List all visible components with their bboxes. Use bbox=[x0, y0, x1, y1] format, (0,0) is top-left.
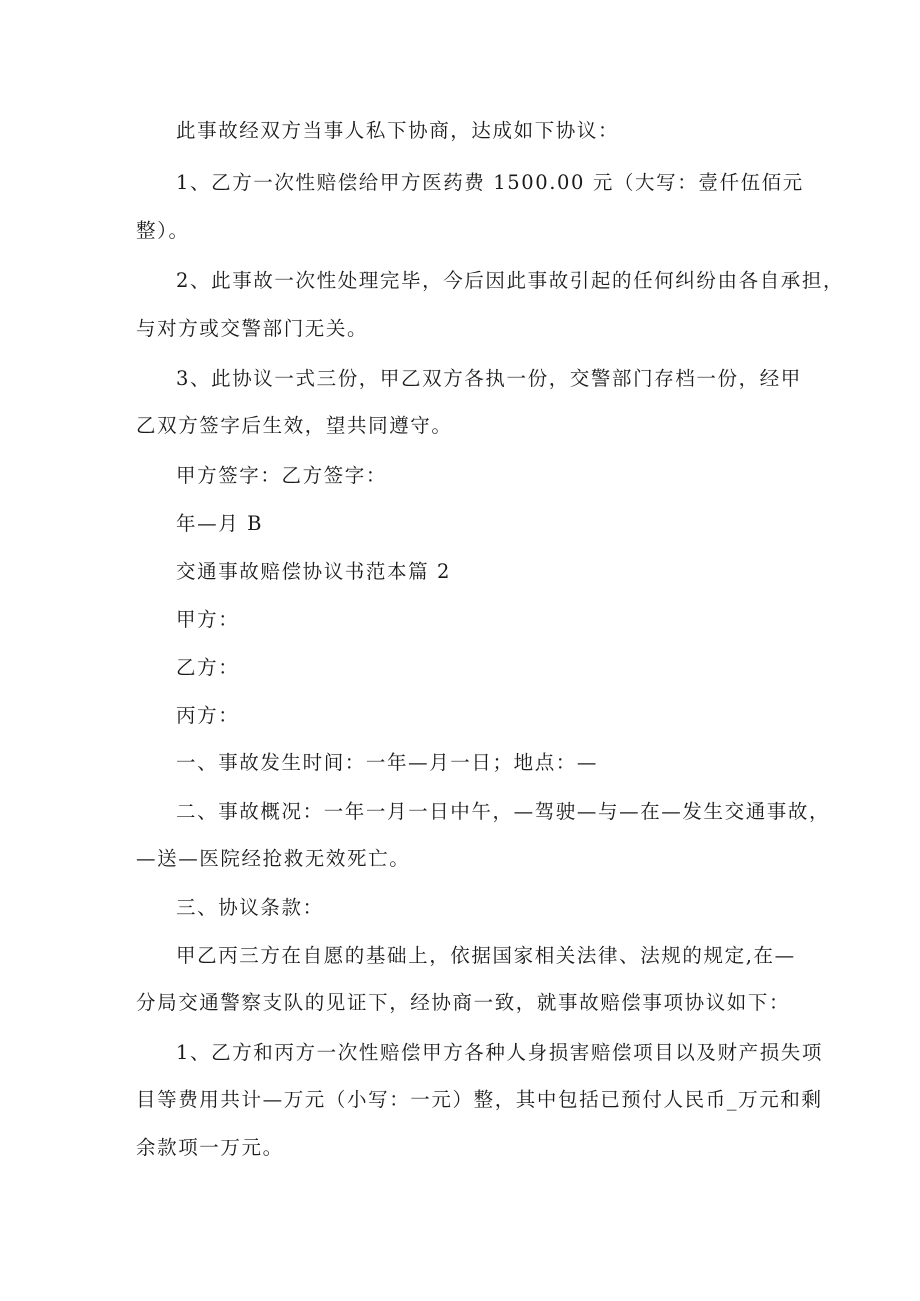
accident-overview-line-2: —送—医院经抢救无效死亡。 bbox=[136, 847, 411, 870]
signature-line: 甲方签字：乙方签字： bbox=[176, 464, 388, 487]
clause-3-line-2: 乙双方签字后生效，望共同遵守。 bbox=[136, 414, 453, 437]
clause-1-line-2: 整）。 bbox=[136, 219, 190, 242]
paragraph-intro: 此事故经双方当事人私下协商，达成如下协议： bbox=[176, 119, 620, 142]
term-1-line-1: 1、乙方和丙方一次性赔偿甲方各种人身损害赔偿项目以及财产损失项 bbox=[176, 1041, 824, 1064]
party-c-label: 丙方： bbox=[176, 704, 240, 727]
accident-overview-line-1: 二、事故概况：一年一月一日中午，—驾驶—与—在—发生交通事故， bbox=[176, 800, 831, 823]
date-line: 年—月 B bbox=[176, 512, 264, 535]
accident-time-place: 一、事故发生时间：一年—月一日；地点：— bbox=[176, 751, 599, 774]
agreement-terms-heading: 三、协议条款： bbox=[176, 896, 324, 919]
clause-2-line-1: 2、此事故一次性处理完毕，今后因此事故引起的任何纠纷由各自承担， bbox=[176, 269, 845, 292]
terms-intro-line-1: 甲乙丙三方在自愿的基础上，依据国家相关法律、法规的规定,在— bbox=[176, 944, 796, 967]
clause-1-line-1: 1、乙方一次性赔偿给甲方医药费 1500.00 元（大写：壹仟伍佰元 bbox=[176, 171, 804, 194]
party-b-label: 乙方： bbox=[176, 656, 240, 679]
party-a-label: 甲方： bbox=[176, 608, 240, 631]
clause-3-line-1: 3、此协议一式三份，甲乙双方各执一份，交警部门存档一份，经甲 bbox=[176, 367, 802, 390]
section-title: 交通事故赔偿协议书范本篇 2 bbox=[176, 560, 452, 583]
clause-2-line-2: 与对方或交警部门无关。 bbox=[136, 317, 369, 340]
term-1-line-2: 目等费用共计—万元（小写：一元）整，其中包括已预付人民币_万元和剩 bbox=[136, 1088, 823, 1111]
term-1-line-3: 余款项一万元。 bbox=[136, 1136, 284, 1159]
terms-intro-line-2: 分局交通警察支队的见证下，经协商一致，就事故赔偿事项协议如下： bbox=[136, 991, 791, 1014]
